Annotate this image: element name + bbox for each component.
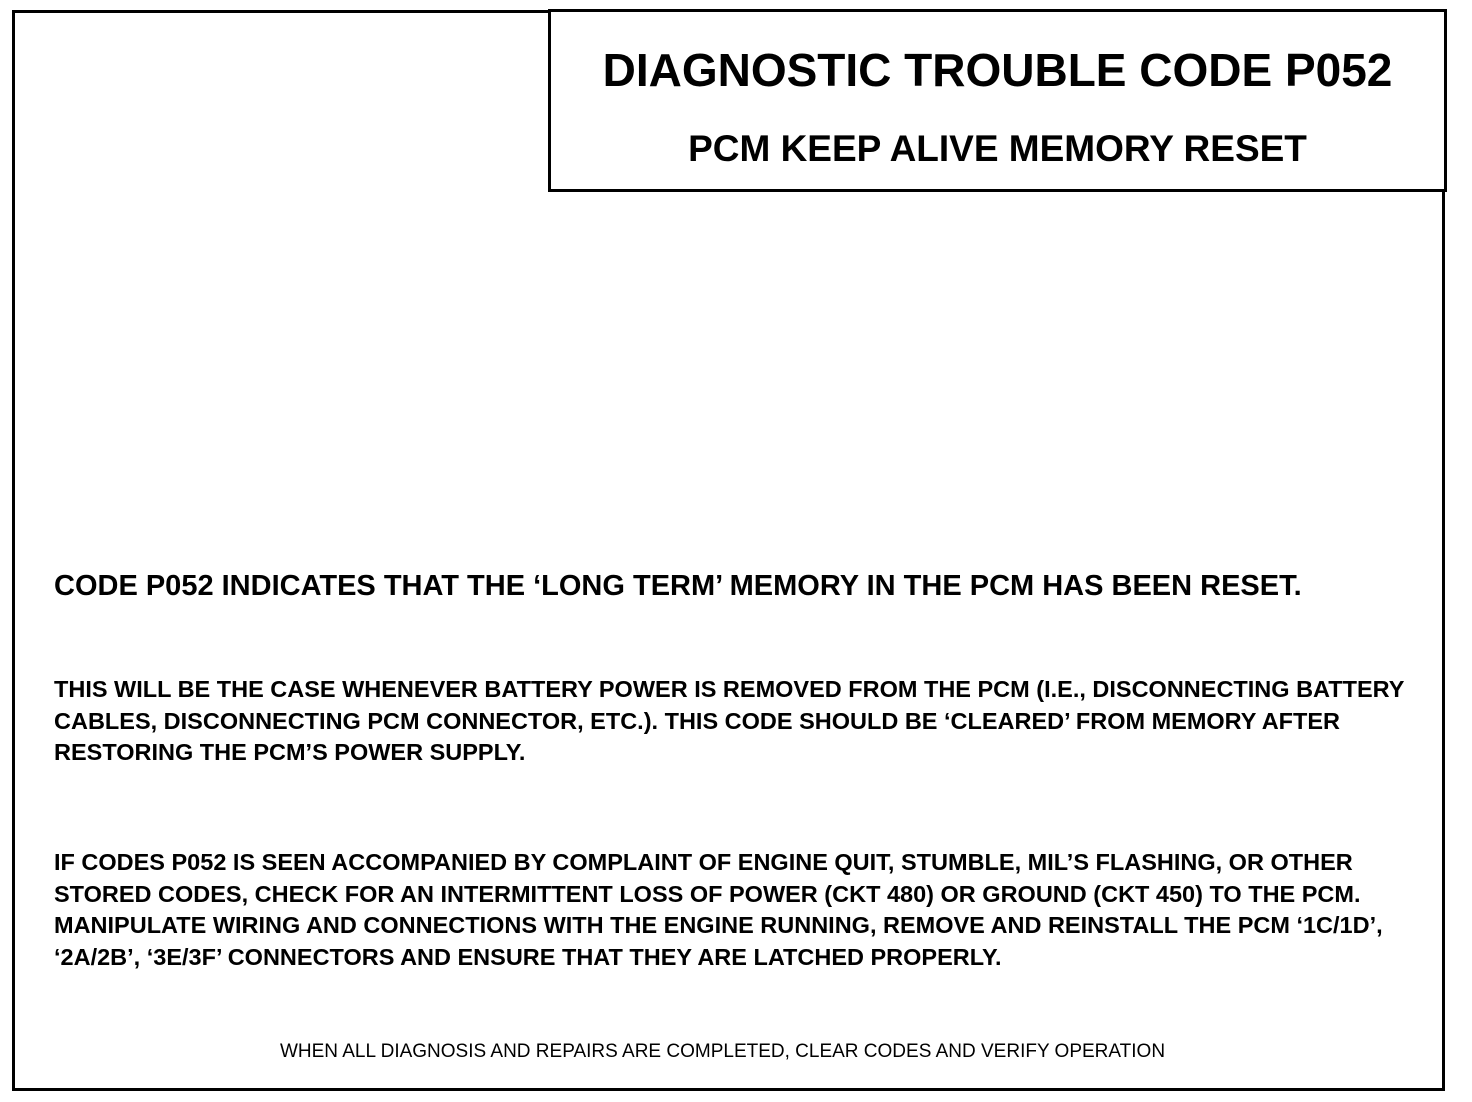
title-box xyxy=(548,9,1447,192)
footer-note: WHEN ALL DIAGNOSIS AND REPAIRS ARE COMPLETED, CLEAR CODES AND VERIFY OPERATION xyxy=(279,1041,1166,1062)
page-subtitle: PCM KEEP ALIVE MEMORY RESET xyxy=(688,128,1307,169)
page-title: DIAGNOSTIC TROUBLE CODE P052 xyxy=(602,44,1393,96)
paragraph-code-meaning: CODE P052 INDICATES THAT THE ‘LONG TERM’ MEMORY IN THE PCM HAS BEEN RESET. xyxy=(54,570,1302,602)
paragraph-intermittent-check: IF CODES P052 IS SEEN ACCOMPANIED BY COMPLAINT OF ENGINE QUIT, STUMBLE, MIL’S FLASHING, OR OTHER STORED CODES, CHECK FOR AN INTERMITTENT LOSS OF POWER (CKT 480) OR GROUND (CKT 450) TO THE PCM. MANIPULATE WIRING AND CONNECTIONS WITH THE ENGINE RUNNING, REMOVE AND REINSTALL THE PCM ‘1C/1D’, ‘2A/2B’, ‘3E/3F’ CONNECTORS AND ENSURE THAT THEY ARE LATCHED PROPERLY. xyxy=(54,849,1383,970)
paragraph-battery-power: THIS WILL BE THE CASE WHENEVER BATTERY POWER IS REMOVED FROM THE PCM (I.E., DISCONNECTING BATTERY CABLES, DISCONNECTING PCM CONNECTOR, ETC.). THIS CODE SHOULD BE ‘CLEARED’ FROM MEMORY AFTER RESTORING THE PCM’S POWER SUPPLY. xyxy=(54,676,1405,765)
